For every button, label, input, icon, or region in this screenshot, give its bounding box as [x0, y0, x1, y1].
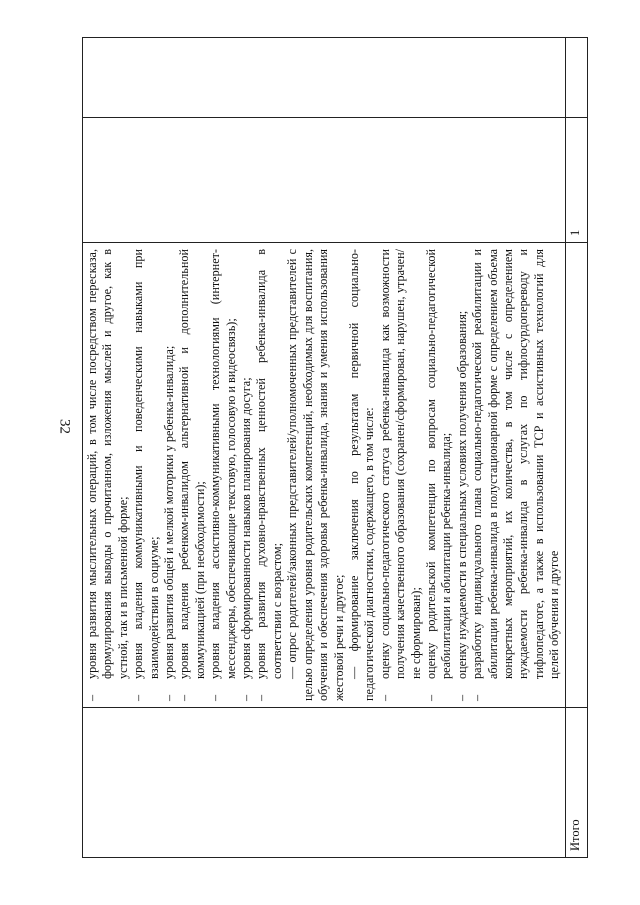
list-item — [470, 249, 562, 701]
table-cell-content — [83, 243, 566, 708]
dash-marker: – — [423, 694, 438, 701]
dash-marker: – — [208, 694, 223, 701]
dash-marker: – — [377, 694, 392, 701]
list-item-text: оценку родительской компетенции по вопросам социально-педагогической реабилитации и абилитации ребенка-инвалида; — [423, 249, 454, 679]
services-table — [82, 37, 588, 858]
table-cell-empty — [565, 243, 587, 708]
list-item — [254, 249, 285, 701]
list-item-text: оценку нуждаемости в специальных условиях получения образования; — [454, 310, 469, 679]
list-item — [455, 249, 470, 701]
paragraph: — опрос родителей/законных представителей/уполномоченных представителей с целью определения уровня родительских компетенций, необходимых для воспитания, обучения и обеспечения здоровья ребенка-инвалида, знания и умения использования жестовой речи и другое; — [285, 249, 346, 701]
list-item-text: уровня владения ассистивно-коммуникативными технологиями (интернет-мессенджеры, обеспечивающие текстовую, голосовую и видеосвязь); — [208, 249, 238, 679]
paragraph: — формирование заключения по результатам первичной социально-педагогической диагностики, содержащего, в том числе: — [346, 249, 377, 701]
list-item — [239, 249, 254, 701]
dash-marker: – — [85, 694, 99, 701]
dash-marker: – — [131, 694, 146, 701]
list-item — [208, 249, 239, 701]
list-item-text: уровня владения ребенком-инвалидом альтернативной и дополнительной коммуникацией (при необходимости); — [177, 249, 207, 679]
dash-marker: – — [470, 694, 485, 701]
dash-marker: – — [454, 694, 469, 701]
rotated-table-wrapper — [82, 38, 582, 858]
total-row — [565, 38, 587, 858]
list-item-text: уровня развития мыслительных операций, в том числе посредством пересказа, формулирования выводы о прочитанном, изложения мыслей и другое, как в устной, так и в письменной форме; — [85, 249, 130, 679]
list-item — [177, 249, 208, 701]
table-cell-empty — [565, 38, 587, 118]
list-item-text: уровня развития общей и мелкой моторики у ребенка-инвалида; — [162, 345, 177, 679]
table-cell-empty — [83, 708, 566, 858]
total-value: 1 — [565, 118, 587, 243]
dash-marker: – — [239, 694, 254, 701]
list-item — [85, 249, 131, 701]
dash-marker: – — [162, 694, 177, 701]
table-cell-empty — [83, 38, 566, 118]
list-item-text: оценку социально-педагогического статуса ребенка-инвалида как возможности получения качественного образования (сохранен/сформирован, нарушен, утрачен/не сформирован); — [377, 249, 423, 679]
list-item-text: уровня владения коммуникативными и поведенческими навыками при взаимодействии в социуме; — [131, 249, 161, 679]
list-item-text: уровня сформированности навыков планирования досуга; — [239, 377, 254, 679]
list-item — [378, 249, 424, 701]
table-cell-empty — [83, 118, 566, 243]
content-list — [83, 243, 565, 707]
list-item-text: разработку индивидуального плана социально-педагогической реабилитации и абилитации ребенка-инвалида в полустационарной форме с определением объема конкретных мероприятий, их количества, в том числе с определением нуждаемости ребенка-инвалида в услугах по тифлосурдопереводу и тифлопедагоге, а также в использовании ТСР и ассистивных технологий для целей обучения и другое — [470, 249, 562, 679]
page-number: 32 — [56, 419, 73, 434]
list-item — [424, 249, 455, 701]
dash-marker: – — [177, 694, 192, 701]
total-label: Итого — [565, 708, 587, 858]
list-item — [131, 249, 162, 701]
table-row — [83, 38, 566, 858]
list-item — [162, 249, 177, 701]
dash-marker: – — [254, 694, 269, 701]
list-item-text: уровня развития духовно-нравственных ценностей ребенка-инвалида в соответствии с возрастом; — [254, 249, 284, 679]
